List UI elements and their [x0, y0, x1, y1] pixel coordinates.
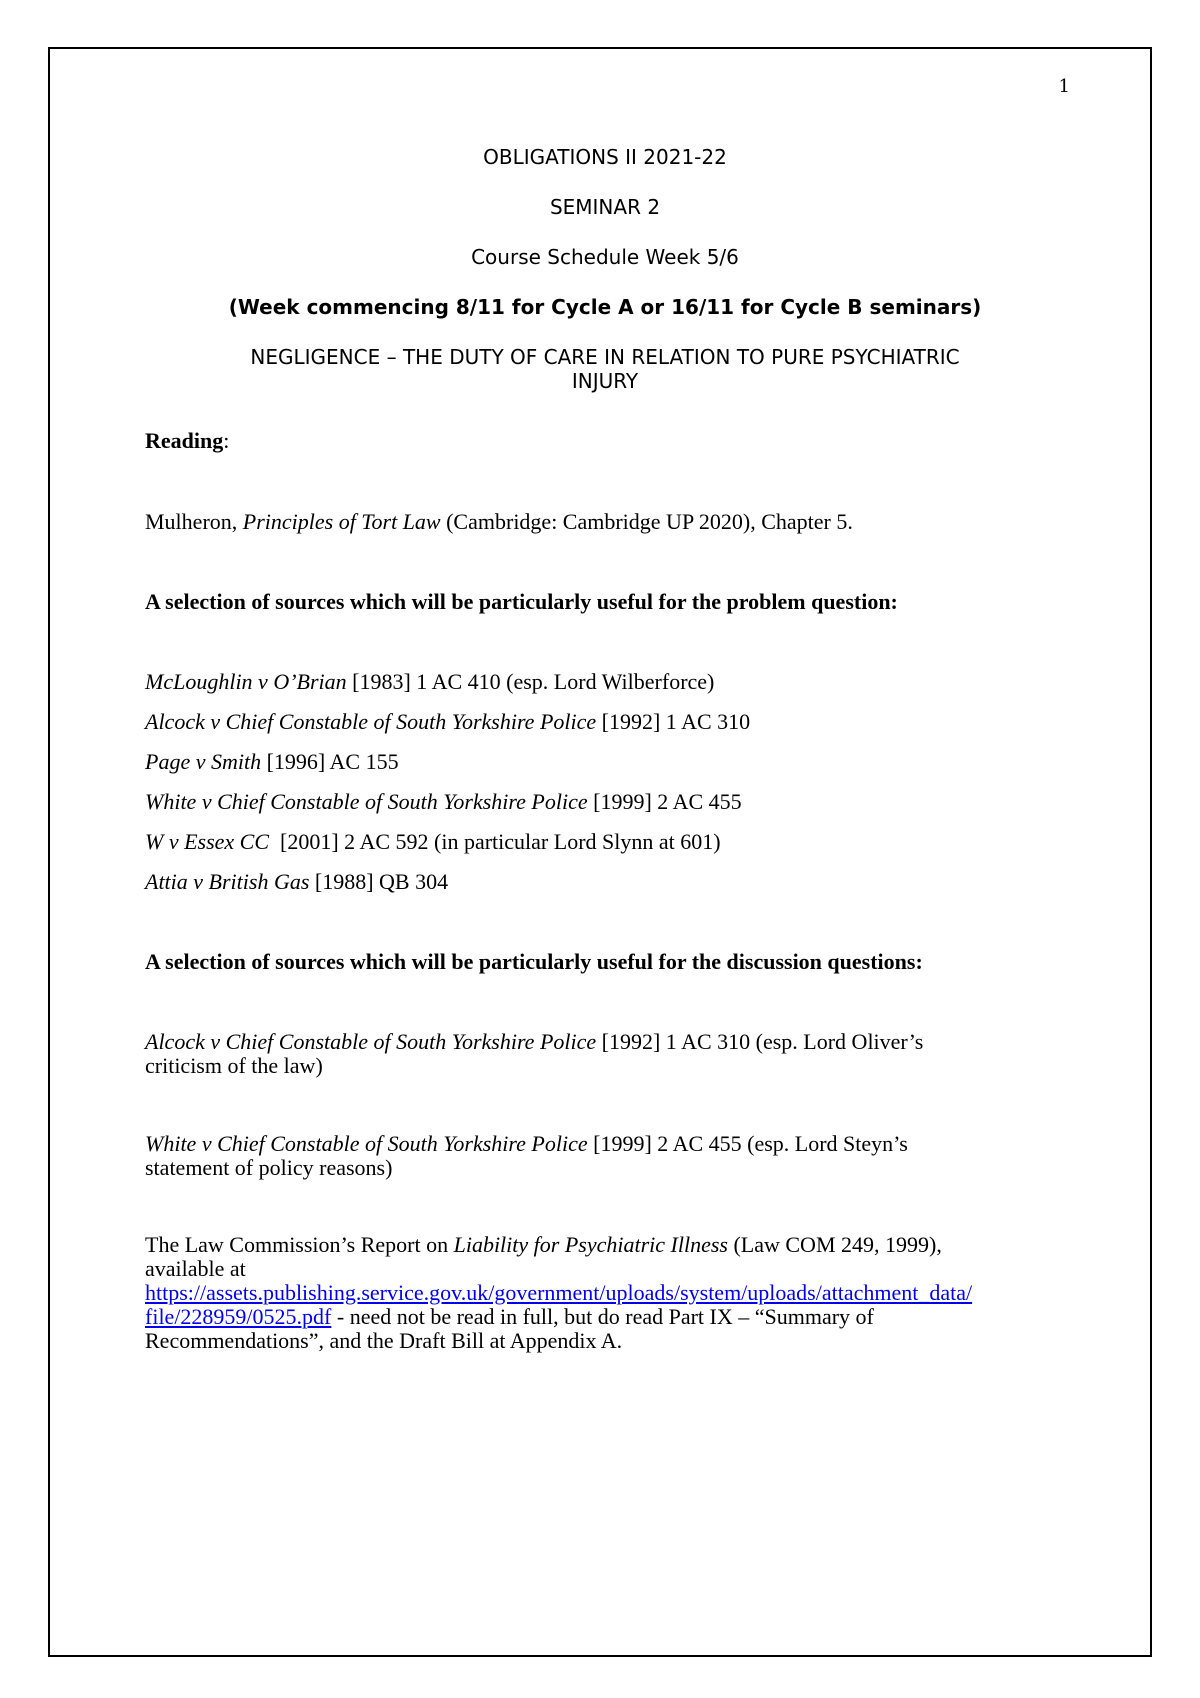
case-name: W v Essex CC — [145, 829, 270, 854]
schedule-title: Course Schedule Week 5/6 — [471, 245, 739, 269]
case-name: White v Chief Constable of South Yorkshire Police — [145, 789, 588, 814]
problem-source-item — [145, 790, 1075, 814]
law-commission-last-line: Recommendations”, and the Draft Bill at Appendix A. — [145, 1328, 623, 1353]
problem-source-item — [145, 830, 1075, 854]
topic-title — [145, 345, 1065, 393]
topic-title-line2: INJURY — [571, 369, 639, 393]
problem-source-item — [145, 710, 1075, 734]
law-commission-ref: (Law COM 249, 1999), — [727, 1232, 942, 1257]
topic-title-line1: NEGLIGENCE – THE DUTY OF CARE IN RELATION TO PURE PSYCHIATRIC — [250, 345, 960, 369]
problem-source-item — [145, 870, 1075, 894]
discussion-source-item — [145, 1030, 1075, 1078]
report-url-link-continued[interactable]: file/228959/0525.pdf — [145, 1304, 332, 1329]
case-citation: [1983] 1 AC 410 (esp. Lord Wilberforce) — [346, 669, 715, 694]
reading-label — [145, 429, 1075, 453]
week-title: (Week commencing 8/11 for Cycle A or 16/11 for Cycle B seminars) — [228, 295, 982, 319]
seminar-title: SEMINAR 2 — [549, 195, 661, 219]
course-title: OBLIGATIONS II 2021-22 — [483, 145, 727, 169]
case-name: Alcock v Chief Constable of South Yorkshire Police — [145, 1029, 597, 1054]
case-note: criticism of the law) — [145, 1053, 323, 1078]
case-citation: [1992] 1 AC 310 — [596, 709, 751, 734]
law-commission-instructions: - need not be read in full, but do read Part IX – “Summary of — [331, 1304, 874, 1329]
law-commission-title: Liability for Psychiatric Illness — [453, 1232, 728, 1257]
law-commission-available: available at — [145, 1256, 246, 1281]
textbook-title: Principles of Tort Law — [242, 509, 441, 534]
case-citation: [1999] 2 AC 455 (esp. Lord Steyn’s — [587, 1131, 908, 1156]
case-citation: [2001] 2 AC 592 (in particular Lord Slynn at 601) — [269, 829, 721, 854]
case-citation: [1996] AC 155 — [261, 749, 399, 774]
textbook-details: (Cambridge: Cambridge UP 2020), Chapter 5. — [440, 509, 853, 534]
case-note: statement of policy reasons) — [145, 1155, 393, 1180]
problem-source-item — [145, 670, 1075, 694]
case-name: Page v Smith — [145, 749, 262, 774]
textbook-author: Mulheron, — [145, 509, 243, 534]
page-number: 1 — [1058, 76, 1070, 97]
problem-sources-heading: A selection of sources which will be particularly useful for the problem question: — [145, 589, 898, 614]
case-citation: [1988] QB 304 — [309, 869, 449, 894]
problem-source-item — [145, 750, 1075, 774]
reading-label-text: Reading — [145, 428, 224, 453]
case-citation: [1992] 1 AC 310 (esp. Lord Oliver’s — [596, 1029, 924, 1054]
case-name: Attia v British Gas — [145, 869, 310, 894]
case-name: Alcock v Chief Constable of South Yorkshire Police — [145, 709, 597, 734]
textbook-reference — [145, 510, 1075, 534]
case-name: McLoughlin v O’Brian — [145, 669, 347, 694]
report-url-link[interactable]: https://assets.publishing.service.gov.uk/government/uploads/system/uploads/attachment_data/ — [145, 1280, 973, 1305]
case-name: White v Chief Constable of South Yorkshire Police — [145, 1131, 588, 1156]
document-headings — [145, 145, 1065, 393]
discussion-sources-heading: A selection of sources which will be particularly useful for the discussion questions: — [145, 949, 923, 974]
law-commission-reference — [145, 1233, 1075, 1353]
law-commission-intro: The Law Commission’s Report on — [145, 1232, 454, 1257]
case-citation: [1999] 2 AC 455 — [587, 789, 742, 814]
reading-label-colon: : — [223, 428, 230, 453]
discussion-source-item — [145, 1132, 1075, 1180]
